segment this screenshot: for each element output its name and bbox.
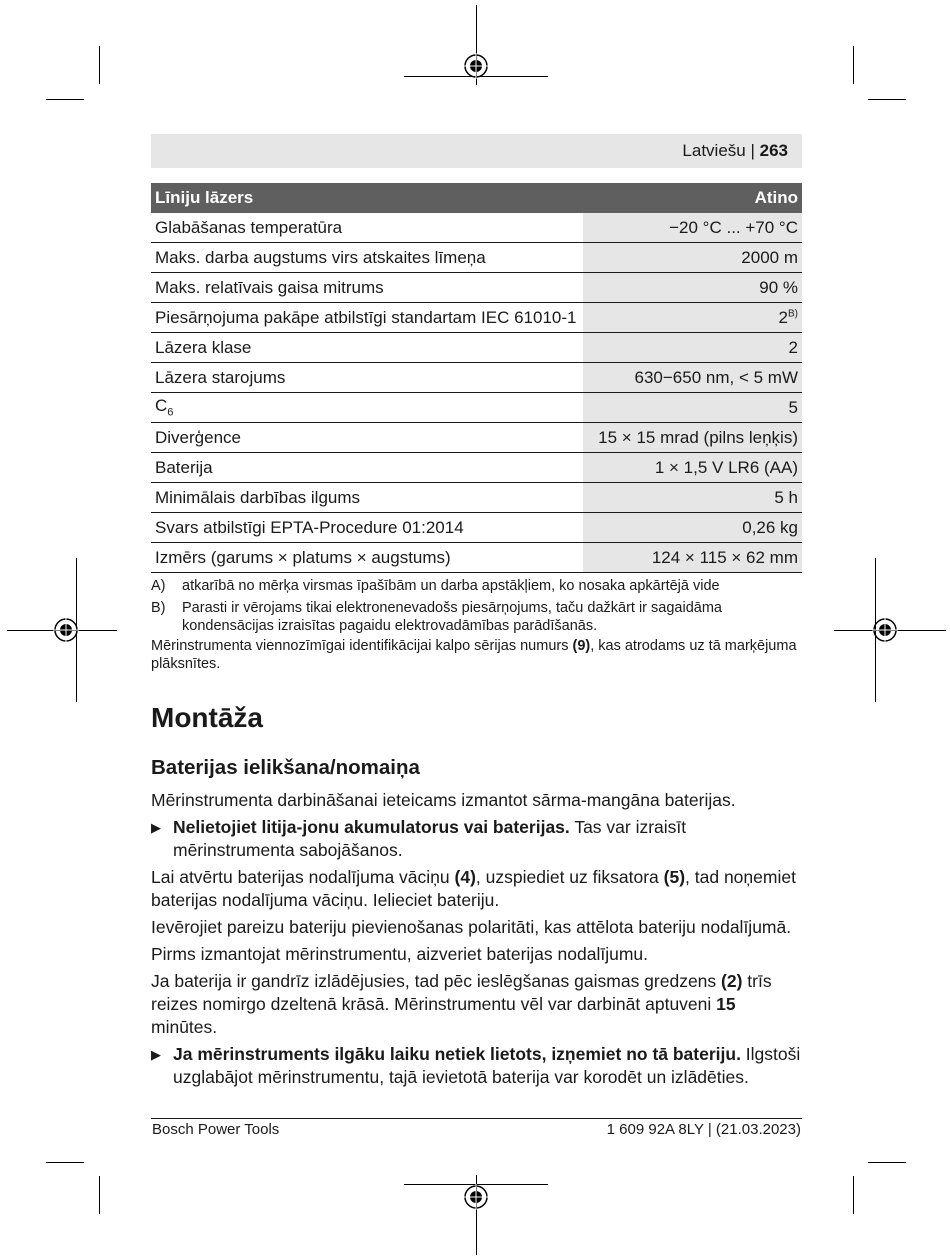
body-content — [151, 789, 801, 1093]
spec-label: Baterija — [151, 453, 583, 483]
spec-value: 5 — [583, 393, 802, 423]
spec-row — [151, 423, 802, 453]
spec-table-model: Atino — [583, 183, 802, 213]
spec-row — [151, 213, 802, 243]
footer-brand: Bosch Power Tools — [152, 1121, 280, 1138]
header-language: Latviešu — [682, 141, 746, 160]
registration-mark-icon — [463, 53, 489, 79]
footnote-a — [151, 577, 811, 595]
spec-value: −20 °C ... +70 °C — [583, 213, 802, 243]
spec-row — [151, 543, 802, 573]
spec-row — [151, 273, 802, 303]
subsection-title: Baterijas ielikšana/nomaiņa — [151, 756, 420, 779]
spec-label: Svars atbilstīgi EPTA-Procedure 01:2014 — [151, 513, 583, 543]
spec-label: Maks. relatīvais gaisa mitrums — [151, 273, 583, 303]
paragraph: Pirms izmantojat mērinstrumentu, aizveriet baterijas nodalījumu. — [151, 944, 648, 964]
footer-doc-id: 1 609 92A 8LY | (21.03.2023) — [606, 1121, 801, 1138]
footnotes — [151, 577, 811, 673]
footnote-key: A) — [151, 578, 166, 594]
spec-table-title: Līniju lāzers — [151, 183, 583, 213]
minutes-number: 15 — [716, 994, 736, 1014]
spec-value: 15 × 15 mrad (pilns leņķis) — [583, 423, 802, 453]
footnote-b — [151, 599, 811, 635]
footer-rule — [151, 1118, 802, 1119]
spec-value: 90 % — [583, 273, 802, 303]
spec-label: $C_6$ — [151, 393, 583, 423]
subscript: 6 — [167, 406, 174, 419]
spec-label: Glabāšanas temperatūra — [151, 213, 583, 243]
spec-value: 630−650 nm, < 5 mW — [583, 363, 802, 393]
paragraph: Lai atvērtu baterijas nodalījuma vāciņu (4), uzspiediet uz fiksatora (5), tad noņemiet baterijas nodalījuma vāciņu. Ielieciet bateriju. — [151, 867, 796, 910]
spec-value: 0,26 kg — [583, 513, 802, 543]
triangle-bullet-icon: ▶ — [151, 820, 161, 835]
page-header-text — [682, 141, 788, 161]
registration-mark-icon — [872, 617, 898, 643]
spec-row — [151, 243, 802, 273]
ref-number: (4) — [454, 867, 476, 887]
spec-row — [151, 303, 802, 333]
registration-mark-icon — [463, 1184, 489, 1210]
spec-label: Izmērs (garums × platums × augstums) — [151, 543, 583, 573]
spec-value: 5 h — [583, 483, 802, 513]
spec-row — [151, 453, 802, 483]
spec-row — [151, 393, 802, 423]
registration-mark-icon — [53, 617, 79, 643]
paragraph: Mērinstrumenta darbināšanai ieteicams izmantot sārma-mangāna baterijas. — [151, 790, 736, 810]
spec-table-body — [151, 213, 802, 573]
triangle-bullet-icon: ▶ — [151, 1047, 161, 1062]
ref-number: (5) — [663, 867, 686, 887]
header-separator: | — [745, 141, 760, 160]
spec-label: Minimālais darbības ilgums — [151, 483, 583, 513]
spec-row — [151, 513, 802, 543]
footnote-ref: B) — [788, 307, 798, 319]
spec-label: Maks. darba augstums virs atskaites līmeņa — [151, 243, 583, 273]
spec-value: 2000 m — [583, 243, 802, 273]
spec-row — [151, 363, 802, 393]
spec-label: Lāzera starojums — [151, 363, 583, 393]
spec-table — [151, 183, 802, 573]
section-title: Montāža — [151, 702, 263, 733]
spec-value: 1 × 1,5 V LR6 (AA) — [583, 453, 802, 483]
footnote-key: B) — [151, 600, 166, 616]
footnote-text: Parasti ir vērojams tikai elektronenevadošs piesārņojums, taču dažkārt ir sagaidāma kondensācijas izraisītas pagaidu elektrovadāmības parādīšanās. — [182, 600, 722, 634]
footnote-text: atkarībā no mērķa virsmas īpašībām un darba apstākļiem, ko nosaka apkārtējā vide — [182, 578, 720, 594]
spec-value: 124 × 115 × 62 mm — [583, 543, 802, 573]
page-number: 263 — [759, 141, 788, 160]
spec-value: 2 — [583, 333, 802, 363]
spec-table-header — [151, 183, 802, 213]
spec-label: Lāzera klase — [151, 333, 583, 363]
spec-row — [151, 333, 802, 363]
spec-value: $2^{B)}$ — [583, 303, 802, 333]
bullet-text: Nelietojiet litija-jonu akumulatorus vai baterijas. Tas var izraisīt mērinstrumenta sabojāšanos. — [173, 817, 687, 860]
paragraph: Ja baterija ir gandrīz izlādējusies, tad pēc ieslēgšanas gaismas gredzens (2) trīs reizes nomirgo dzeltenā krāsā. Mērinstrumentu vēl var darbināt aptuveni 15 minūtes. — [151, 971, 772, 1037]
warning-bullet — [151, 1043, 801, 1089]
ref-number: (9) — [572, 638, 591, 654]
spec-label: Piesārņojuma pakāpe atbilstīgi standartam IEC 61010-1 — [151, 303, 583, 333]
paragraph: Ievērojiet pareizu bateriju pievienošanas polaritāti, kas attēlota bateriju nodalījumā. — [151, 917, 792, 937]
page-header — [151, 134, 802, 168]
serial-number-note: Mērinstrumenta viennozīmīgai identifikācijai kalpo sērijas numurs (9), kas atrodams uz tā marķējuma plāksnītes. — [151, 638, 797, 672]
spec-row — [151, 483, 802, 513]
spec-label: Diverģence — [151, 423, 583, 453]
bullet-text: Ja mērinstruments ilgāku laiku netiek lietots, izņemiet no tā bateriju. Ilgstoši uzglabājot mērinstrumentu, tajā ievietotā baterija var korodēt un izlādēties. — [173, 1044, 801, 1087]
warning-bullet — [151, 816, 801, 862]
ref-number: (2) — [721, 971, 743, 991]
